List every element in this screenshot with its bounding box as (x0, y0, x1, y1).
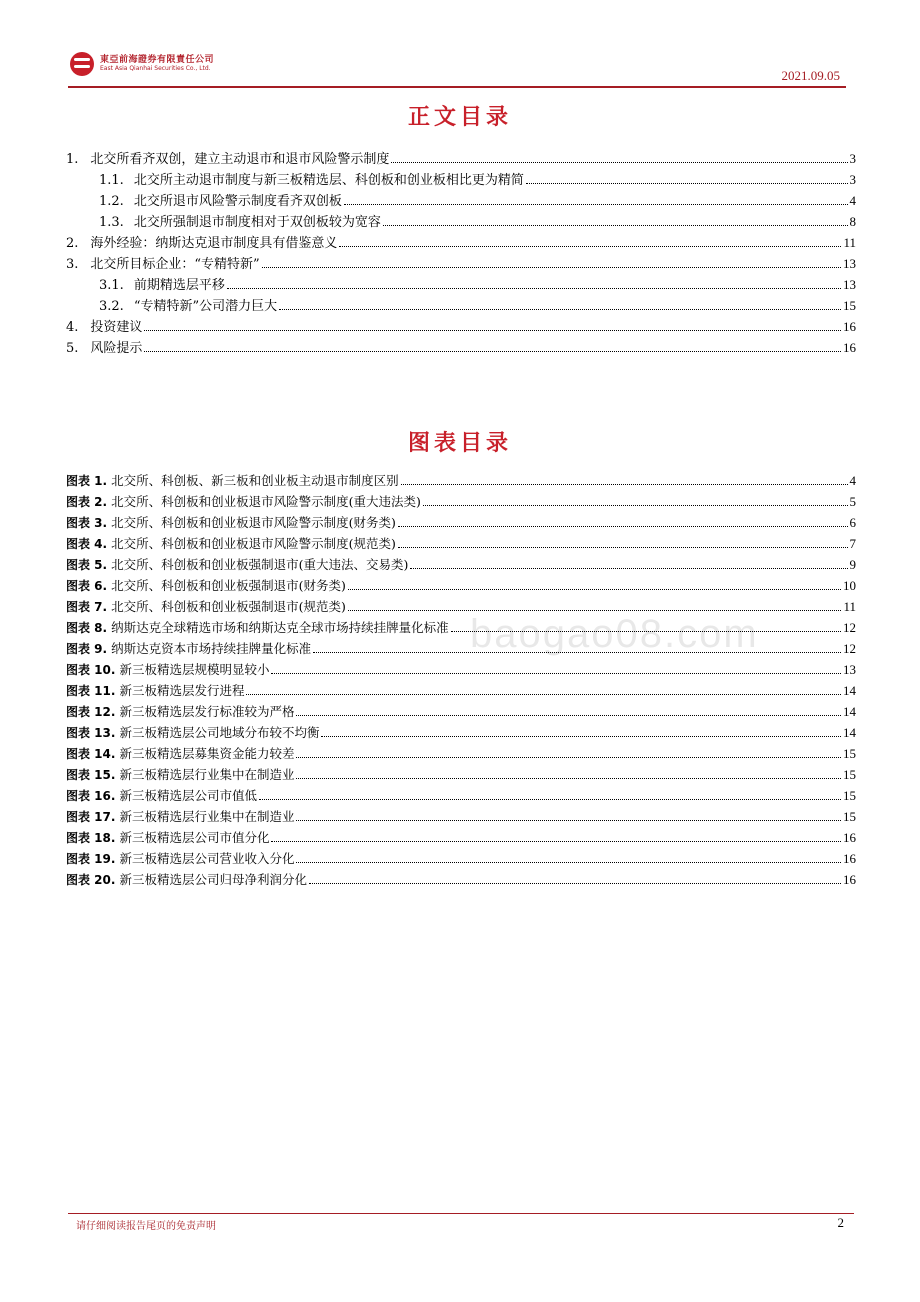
figure-entry-label: 纳斯达克资本市场持续挂牌量化标准 (111, 641, 312, 656)
figure-entry-label: 新三板精选层行业集中在制造业 (119, 767, 295, 782)
figure-entry-number: 图表 6. (66, 579, 108, 593)
figure-entry-page: 12 (843, 620, 856, 635)
figure-leader-dots (296, 715, 841, 716)
figure-entry-label: 北交所、科创板和创业板强制退市(重大违法、交易类) (111, 557, 409, 572)
figure-leader-dots (271, 673, 841, 674)
toc-entry-page: 3 (849, 151, 856, 166)
figure-entry[interactable] (66, 699, 856, 720)
figure-entry-page: 16 (843, 851, 856, 866)
figure-entry-page: 14 (843, 704, 856, 719)
figure-leader-dots (246, 694, 841, 695)
figure-entry[interactable] (66, 573, 856, 594)
toc-entry-page: 11 (843, 235, 856, 250)
figure-entry-page: 9 (849, 557, 856, 572)
report-date: 2021.09.05 (781, 68, 840, 83)
figure-leader-dots (348, 589, 841, 590)
figure-entry-label: 北交所、科创板和创业板强制退市(规范类) (111, 599, 346, 614)
figure-entry-label: 纳斯达克全球精选市场和纳斯达克全球市场持续挂牌量化标准 (111, 620, 449, 635)
toc-entry-label: 海外经验：纳斯达克退市制度具有借鉴意义 (90, 236, 338, 251)
figure-entry-page: 15 (843, 746, 856, 761)
toc-entry-number: 1.2. (99, 194, 124, 209)
figure-entry[interactable] (66, 531, 856, 552)
figure-leader-dots (296, 820, 841, 821)
toc-leader-dots (279, 309, 841, 310)
page-number: 2 (837, 1215, 844, 1230)
figure-entry-number: 图表 20. (66, 873, 116, 887)
company-name-cn: 東亞前海證券有限責任公司 (100, 54, 215, 65)
toc-entry-number: 2. (66, 236, 79, 251)
figures-title: 图表目录 (407, 430, 512, 456)
figure-entry-page: 5 (849, 494, 856, 509)
figure-entry-label: 新三板精选层发行进程 (119, 683, 245, 698)
figure-leader-dots (309, 883, 841, 884)
figure-entry[interactable] (66, 510, 856, 531)
figure-entry-page: 11 (843, 599, 856, 614)
toc-entry[interactable] (66, 272, 856, 293)
figure-entry-page: 7 (849, 536, 856, 551)
figure-leader-dots (423, 505, 848, 506)
toc-entry-number: 3.1. (99, 278, 124, 293)
figure-entry[interactable] (66, 846, 856, 867)
figure-leader-dots (348, 610, 842, 611)
figure-entry-page: 4 (849, 473, 856, 488)
figure-entry[interactable] (66, 867, 856, 888)
figure-entry-number: 图表 4. (66, 537, 108, 551)
toc-leader-dots (526, 183, 848, 184)
figure-entry[interactable] (66, 720, 856, 741)
figure-entry-number: 图表 9. (66, 642, 108, 656)
figure-entry-number: 图表 8. (66, 621, 108, 635)
toc-entry-number: 3. (66, 257, 79, 272)
toc-entry[interactable] (66, 209, 856, 230)
toc-leader-dots (144, 351, 841, 352)
toc-leader-dots (391, 162, 847, 163)
toc-entry-number: 4. (66, 320, 79, 335)
toc-list (66, 146, 856, 356)
toc-entry-number: 1. (66, 152, 79, 167)
toc-entry-label: 投资建议 (90, 320, 143, 335)
company-name-en: East Asia Qianhai Securities Co., Ltd. (100, 64, 211, 72)
figure-entry-page: 12 (843, 641, 856, 656)
toc-entry-number: 1.3. (99, 215, 124, 230)
toc-entry[interactable] (66, 314, 856, 335)
footer-divider (68, 1213, 854, 1214)
figure-entry[interactable] (66, 762, 856, 783)
toc-entry-label: 北交所看齐双创，建立主动退市和退市风险警示制度 (90, 152, 390, 167)
toc-entry-page: 16 (843, 319, 856, 334)
figure-entry-number: 图表 11. (66, 684, 116, 698)
figure-entry-number: 图表 7. (66, 600, 108, 614)
figure-entry-page: 15 (843, 809, 856, 824)
figure-entry-number: 图表 10. (66, 663, 116, 677)
figure-leader-dots (271, 841, 841, 842)
figure-entry-page: 16 (843, 830, 856, 845)
toc-leader-dots (344, 204, 848, 205)
figure-entry-page: 15 (843, 767, 856, 782)
figure-leader-dots (259, 799, 841, 800)
toc-entry-page: 8 (849, 214, 856, 229)
figure-leader-dots (398, 547, 848, 548)
toc-leader-dots (383, 225, 848, 226)
figure-leader-dots (401, 484, 848, 485)
toc-entry-page: 3 (849, 172, 856, 187)
figure-entry-label: 新三板精选层募集资金能力较差 (119, 746, 295, 761)
toc-entry-number: 5. (66, 341, 79, 356)
figure-entry-number: 图表 14. (66, 747, 116, 761)
figure-entry-label: 新三板精选层公司市值低 (119, 788, 257, 803)
figure-entry-number: 图表 13. (66, 726, 116, 740)
toc-leader-dots (262, 267, 841, 268)
watermark: baogao08.com (470, 612, 759, 656)
figure-entry-label: 新三板精选层行业集中在制造业 (119, 809, 295, 824)
figure-entry-page: 6 (849, 515, 856, 530)
figure-leader-dots (296, 862, 841, 863)
figure-entry-label: 北交所、科创板和创业板强制退市(财务类) (111, 578, 346, 593)
figure-entry[interactable] (66, 657, 856, 678)
toc-entry[interactable] (66, 293, 856, 314)
toc-entry-label: 北交所主动退市制度与新三板精选层、科创板和创业板相比更为精简 (133, 173, 524, 188)
toc-entry-label: 北交所目标企业：“专精特新” (90, 257, 260, 272)
toc-leader-dots (339, 246, 841, 247)
figure-entry-number: 图表 15. (66, 768, 116, 782)
figure-entry[interactable] (66, 783, 856, 804)
figure-entry-label: 新三板精选层公司营业收入分化 (119, 851, 295, 866)
figure-entry[interactable] (66, 741, 856, 762)
toc-entry-label: “专精特新”公司潜力巨大 (133, 299, 278, 314)
figure-entry-label: 新三板精选层发行标准较为严格 (119, 704, 295, 719)
figure-leader-dots (410, 568, 847, 569)
figure-entry-number: 图表 5. (66, 558, 108, 572)
figure-entry-number: 图表 3. (66, 516, 108, 530)
figure-entry-number: 图表 12. (66, 705, 116, 719)
toc-leader-dots (227, 288, 841, 289)
figure-entry[interactable] (66, 804, 856, 825)
figure-entry-label: 新三板精选层公司地域分布较不均衡 (119, 725, 320, 740)
toc-entry-page: 16 (843, 340, 856, 355)
toc-entry[interactable] (66, 335, 856, 356)
company-logo (70, 52, 214, 76)
figure-leader-dots (296, 778, 841, 779)
toc-entry-number: 3.2. (99, 299, 124, 314)
figure-entry[interactable] (66, 552, 856, 573)
toc-leader-dots (144, 330, 841, 331)
figure-entry-number: 图表 17. (66, 810, 116, 824)
figure-entry-label: 北交所、科创板和创业板退市风险警示制度(财务类) (111, 515, 396, 530)
toc-entry-page: 13 (843, 256, 856, 271)
figure-leader-dots (321, 736, 841, 737)
header-divider (68, 86, 846, 88)
figure-entry[interactable] (66, 468, 856, 489)
figure-entry-number: 图表 16. (66, 789, 116, 803)
toc-entry-number: 1.1. (99, 173, 124, 188)
figure-entry-page: 14 (843, 683, 856, 698)
toc-entry-page: 15 (843, 298, 856, 313)
toc-entry-page: 13 (843, 277, 856, 292)
figure-entry-label: 北交所、科创板、新三板和创业板主动退市制度区别 (111, 473, 399, 488)
figure-entry-page: 16 (843, 872, 856, 887)
toc-entry-label: 北交所退市风险警示制度看齐双创板 (133, 194, 342, 209)
figure-entry-number: 图表 2. (66, 495, 108, 509)
figure-entry-number: 图表 18. (66, 831, 116, 845)
figure-leader-dots (296, 757, 841, 758)
figure-entry[interactable] (66, 678, 856, 699)
footer-disclaimer: 请仔细阅读报告尾页的免责声明 (76, 1221, 216, 1232)
figure-entry-number: 图表 19. (66, 852, 116, 866)
toc-entry[interactable] (66, 230, 856, 251)
toc-entry-label: 北交所强制退市制度相对于双创板较为宽容 (133, 215, 381, 230)
figure-entry[interactable] (66, 825, 856, 846)
figure-entry-page: 13 (843, 662, 856, 677)
figure-entry-page: 10 (843, 578, 856, 593)
toc-entry[interactable] (66, 167, 856, 188)
figure-entry-page: 15 (843, 788, 856, 803)
figure-entry-label: 新三板精选层规模明显较小 (119, 662, 270, 677)
toc-entry-label: 风险提示 (90, 341, 143, 356)
figure-entry[interactable] (66, 489, 856, 510)
toc-entry-label: 前期精选层平移 (133, 278, 225, 293)
toc-entry[interactable] (66, 146, 856, 167)
toc-entry[interactable] (66, 251, 856, 272)
toc-entry-page: 4 (849, 193, 856, 208)
toc-title: 正文目录 (407, 104, 512, 130)
figure-leader-dots (398, 526, 848, 527)
figure-entry-label: 新三板精选层公司归母净利润分化 (119, 872, 307, 887)
figure-entry-label: 北交所、科创板和创业板退市风险警示制度(规范类) (111, 536, 396, 551)
figure-entry-number: 图表 1. (66, 474, 108, 488)
figure-entry-page: 14 (843, 725, 856, 740)
logo-icon (70, 52, 94, 76)
toc-entry[interactable] (66, 188, 856, 209)
figure-entry-label: 新三板精选层公司市值分化 (119, 830, 270, 845)
figure-entry-label: 北交所、科创板和创业板退市风险警示制度(重大违法类) (111, 494, 421, 509)
figures-list (66, 468, 856, 888)
